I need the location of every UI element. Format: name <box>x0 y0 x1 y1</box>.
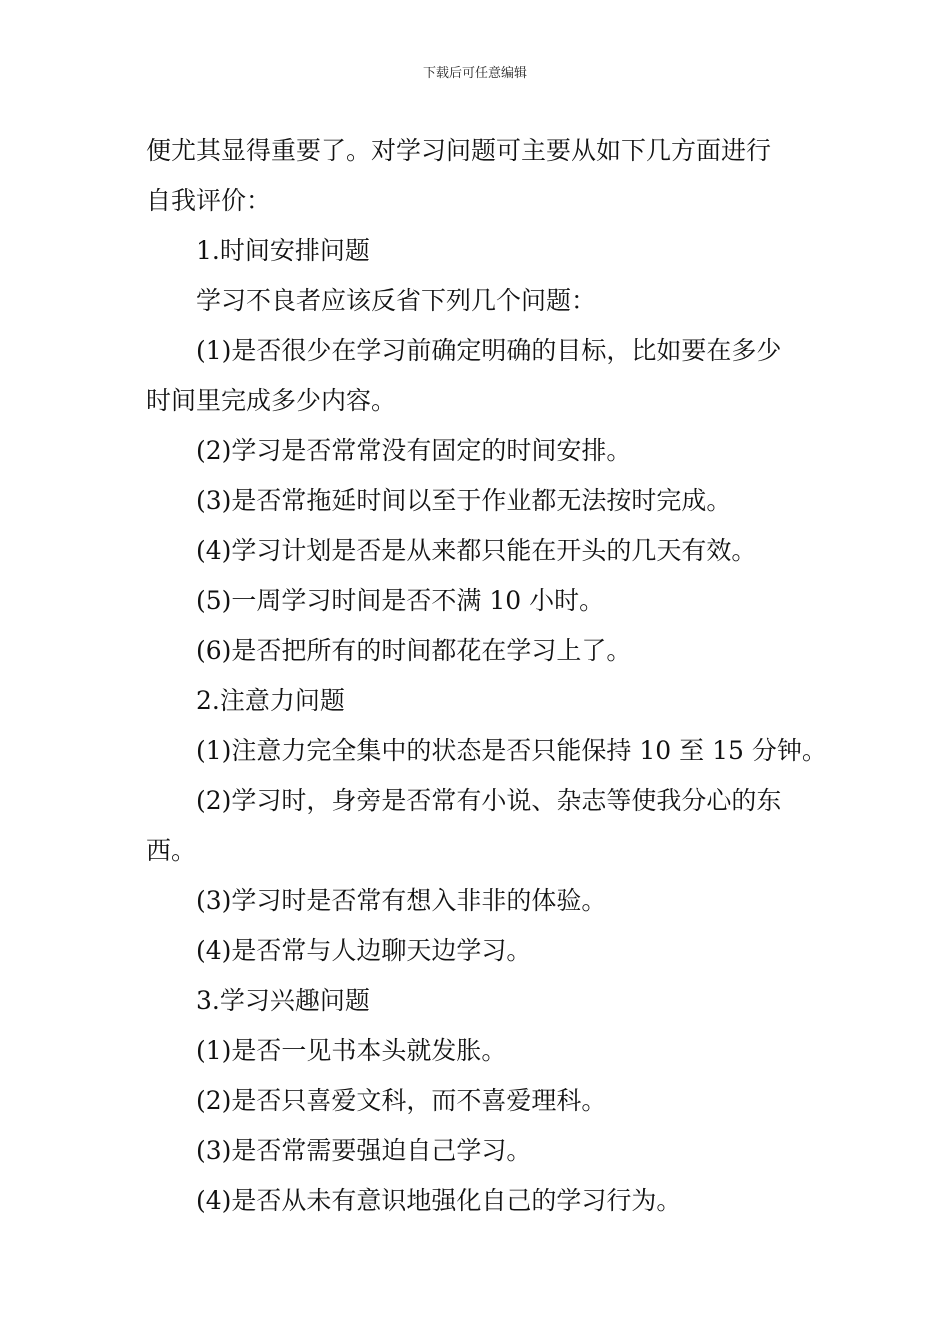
text-line: (3)是否常需要强迫自己学习。 <box>196 1136 532 1165</box>
text-line: 时间里完成多少内容。 <box>146 386 397 415</box>
text-line: (1)是否很少在学习前确定明确的目标，比如要在多少 <box>196 336 782 365</box>
text-line: 3.学习兴趣问题 <box>196 986 370 1015</box>
text-line: (4)是否常与人边聊天边学习。 <box>196 936 532 965</box>
text-line: (3)学习时是否常有想入非非的体验。 <box>196 886 607 915</box>
text-line: 学习不良者应该反省下列几个问题： <box>196 286 597 315</box>
text-line: (1)是否一见书本头就发胀。 <box>196 1036 507 1065</box>
text-line: (3)是否常拖延时间以至于作业都无法按时完成。 <box>196 486 732 515</box>
text-line: 便尤其显得重要了。对学习问题可主要从如下几方面进行 <box>146 136 772 165</box>
text-line: (2)是否只喜爱文科，而不喜爱理科。 <box>196 1086 607 1115</box>
text-line: (6)是否把所有的时间都花在学习上了。 <box>196 636 632 665</box>
text-line: 西。 <box>146 836 197 865</box>
text-line: (1)注意力完全集中的状态是否只能保持 10 至 15 分钟。 <box>196 736 827 765</box>
text-line: (5)一周学习时间是否不满 10 小时。 <box>196 586 605 615</box>
text-line: (2)学习时，身旁是否常有小说、杂志等使我分心的东 <box>196 786 782 815</box>
text-line: 2.注意力问题 <box>196 686 345 715</box>
page-header: 下载后可任意编辑 <box>422 66 527 81</box>
text-line: (4)是否从未有意识地强化自己的学习行为。 <box>196 1186 682 1215</box>
text-line: (2)学习是否常常没有固定的时间安排。 <box>196 436 632 465</box>
text-line: 1.时间安排问题 <box>196 236 370 265</box>
document-body <box>146 126 827 1226</box>
text-line: (4)学习计划是否是从来都只能在开头的几天有效。 <box>196 536 757 565</box>
text-line: 自我评价： <box>146 186 272 215</box>
